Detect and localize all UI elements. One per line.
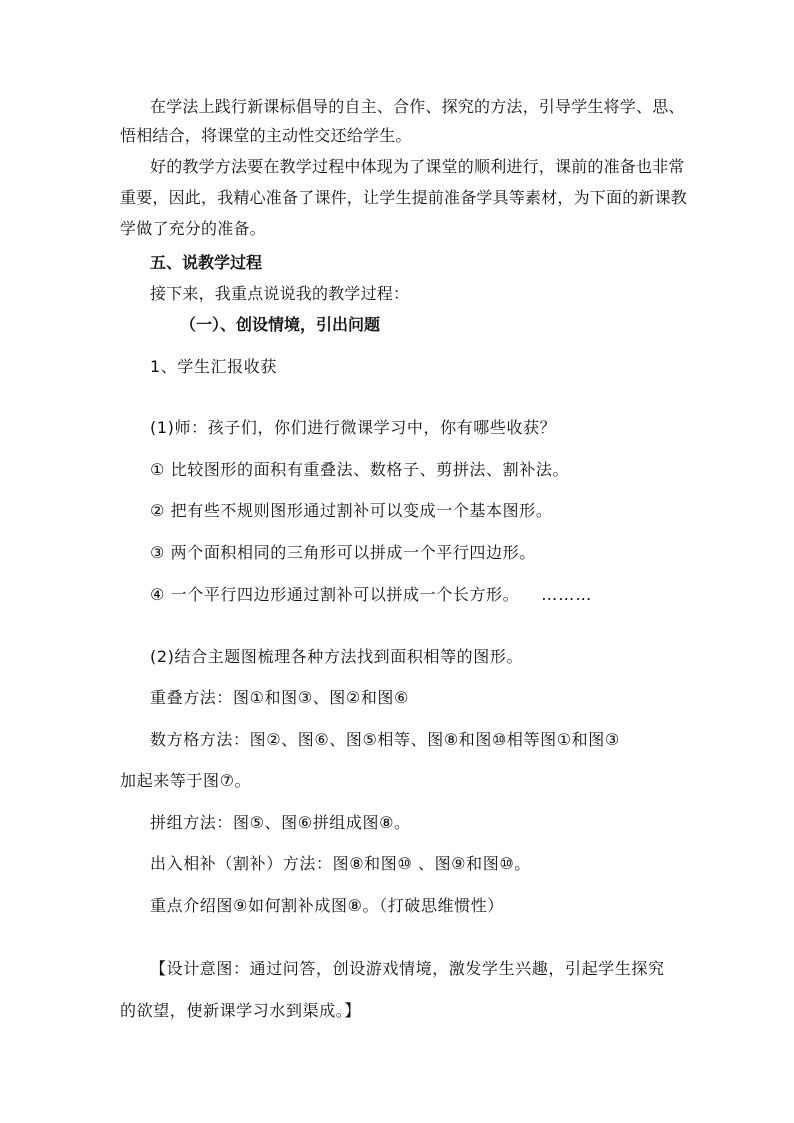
method-grid-line1: 数方格方法：图②、图⑥、图⑤相等、图⑧和图⑩相等图①和图③	[150, 730, 620, 749]
method-grid-line2: 加起来等于图⑦。	[120, 771, 252, 790]
subsection-heading: （一）、创设情境，引出问题	[180, 315, 381, 334]
design-intent-line1: 【设计意图：通过问答，创设游戏情境，激发学生兴趣，引起学生探究	[150, 959, 665, 978]
paragraph-line: 重要，因此，我精心准备了课件，让学生提前准备学具等素材，为下面的新课教	[120, 188, 688, 207]
answer-item: ① 比较图形的面积有重叠法、数格子、剪拼法、割补法。	[150, 460, 570, 479]
answer-item-with-ellipsis	[150, 585, 592, 605]
answer-item: ② 把有些不规则图形通过割补可以变成一个基本图形。	[150, 501, 553, 520]
design-intent-line2: 的欲望，使新课学习水到渠成。】	[120, 1001, 362, 1020]
ellipsis-text: ………	[541, 585, 593, 604]
method-assemble: 拼组方法：图⑤、图⑥拼组成图⑧。	[150, 813, 411, 832]
paragraph-line: 学做了充分的准备。	[120, 219, 266, 238]
paragraph-line: 在学法上践行新课标倡导的自主、合作、探究的方法，引导学生将学、思、	[150, 97, 685, 116]
section-heading: 五、说教学过程	[150, 253, 263, 272]
method-cut-fill: 出入相补（割补）方法：图⑧和图⑩ 、图⑨和图⑩。	[150, 854, 531, 873]
combine-text: (2)结合主题图梳理各种方法找到面积相等的图形。	[150, 647, 524, 666]
answer-item-text: ④ 一个平行四边形通过割补可以拼成一个长方形。	[150, 585, 520, 604]
answer-item: ③ 两个面积相同的三角形可以拼成一个平行四边形。	[150, 543, 536, 562]
paragraph-line: 悟相结合，将课堂的主动性交还给学生。	[120, 126, 412, 145]
method-focus: 重点介绍图⑨如何割补成图⑧。（打破思维惯性）	[150, 896, 504, 915]
section-intro: 接下来，我重点说说我的教学过程：	[150, 284, 410, 303]
question-text: (1)师：孩子们，你们进行微课学习中，你有哪些收获？	[150, 418, 557, 437]
method-overlap: 重叠方法：图①和图③、图②和图⑥	[150, 688, 409, 707]
paragraph-line: 好的教学方法要在教学过程中体现为了课堂的顺利进行，课前的准备也非常	[150, 157, 685, 176]
step-heading: 1、学生汇报收获	[150, 357, 277, 376]
